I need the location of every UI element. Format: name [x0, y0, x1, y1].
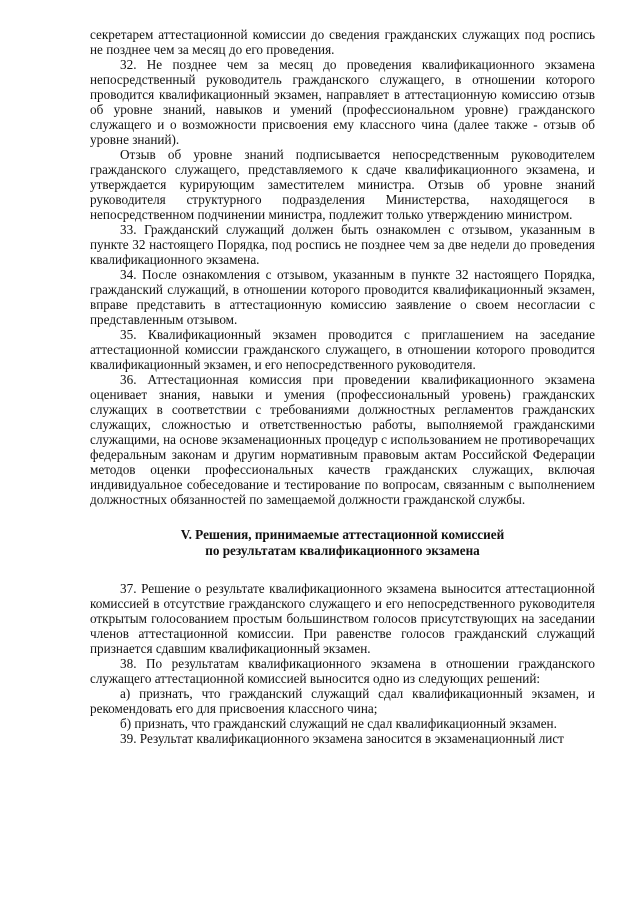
paragraphs-before-heading	[90, 27, 595, 507]
paragraph: секретарем аттестационной комиссии до сведения гражданских служащих под роспись не позднее чем за месяц до его проведения.	[90, 27, 595, 57]
paragraph: 37. Решение о результате квалификационного экзамена выносится аттестационной комиссией в отсутствие гражданского служащего и его непосредственного руководителя открытым голосованием простым большинством голосов присутствующих на заседании членов аттестационной комиссии. При равенстве голосов гражданский служащий признается сдавшим квалификационный экзамен.	[90, 581, 595, 656]
paragraph: а) признать, что гражданский служащий сдал квалификационный экзамен, и рекомендовать его для присвоения классного чина;	[90, 686, 595, 716]
paragraph: Отзыв об уровне знаний подписывается непосредственным руководителем гражданского служащего, представляемого к сдаче квалификационного экзамена, и утверждается курирующим заместителем министра. Отзыв об уровне знаний руководителя структурного подразделения Министерства, находящегося в непосредственном подчинении министра, подлежит только утверждению министром.	[90, 147, 595, 222]
paragraph: 39. Результат квалификационного экзамена заносится в экзаменационный лист	[120, 731, 564, 746]
paragraph: 38. По результатам квалификационного экзамена в отношении гражданского служащего аттестационной комиссией выносится одно из следующих решений:	[90, 656, 595, 686]
paragraph: б) признать, что гражданский служащий не сдал квалификационный экзамен.	[120, 716, 557, 731]
document-page	[90, 27, 595, 746]
paragraph: 36. Аттестационная комиссия при проведении квалификационного экзамена оценивает знания, навыки и умения (профессиональный уровень) гражданских служащих в соответствии с требованиями должностных регламентов гражданских служащих, сложностью и ответственностью работы, выполняемой гражданскими служащими, на основе экзаменационных процедур с использованием не противоречащих федеральным законам и другим нормативным правовым актам Российской Федерации методов оценки профессиональных качеств гражданских служащих, включая индивидуальное собеседование и тестирование по вопросам, связанным с выполнением должностных обязанностей по замещаемой должности гражданской службы.	[90, 372, 595, 507]
section-heading-line-1: V. Решения, принимаемые аттестационной комиссией	[180, 527, 505, 542]
paragraph: 34. После ознакомления с отзывом, указанным в пункте 32 настоящего Порядка, гражданский служащий, в отношении которого проводится квалификационный экзамен, вправе представить в аттестационную комиссию заявление о своем несогласии с представленным отзывом.	[90, 267, 595, 327]
paragraph: 33. Гражданский служащий должен быть ознакомлен с отзывом, указанным в пункте 32 настоящего Порядка, под роспись не позднее чем за две недели до проведения квалификационного экзамена.	[90, 222, 595, 267]
paragraph: 32. Не позднее чем за месяц до проведения квалификационного экзамена непосредственный руководитель гражданского служащего, в отношении которого проводится квалификационный экзамен, направляет в аттестационную комиссию отзыв об уровне знаний, навыков и умений (профессиональном уровне) гражданского служащего и о возможности присвоения ему классного чина (далее также - отзыв об уровне знаний).	[90, 57, 595, 147]
paragraphs-after-heading	[90, 581, 595, 746]
paragraph: 35. Квалификационный экзамен проводится с приглашением на заседание аттестационной комиссии гражданского служащего, в отношении которого проводится квалификационный экзамен, и его непосредственного руководителя.	[90, 327, 595, 372]
section-heading	[90, 527, 595, 559]
section-heading-line-2: по результатам квалификационного экзамена	[205, 543, 480, 558]
